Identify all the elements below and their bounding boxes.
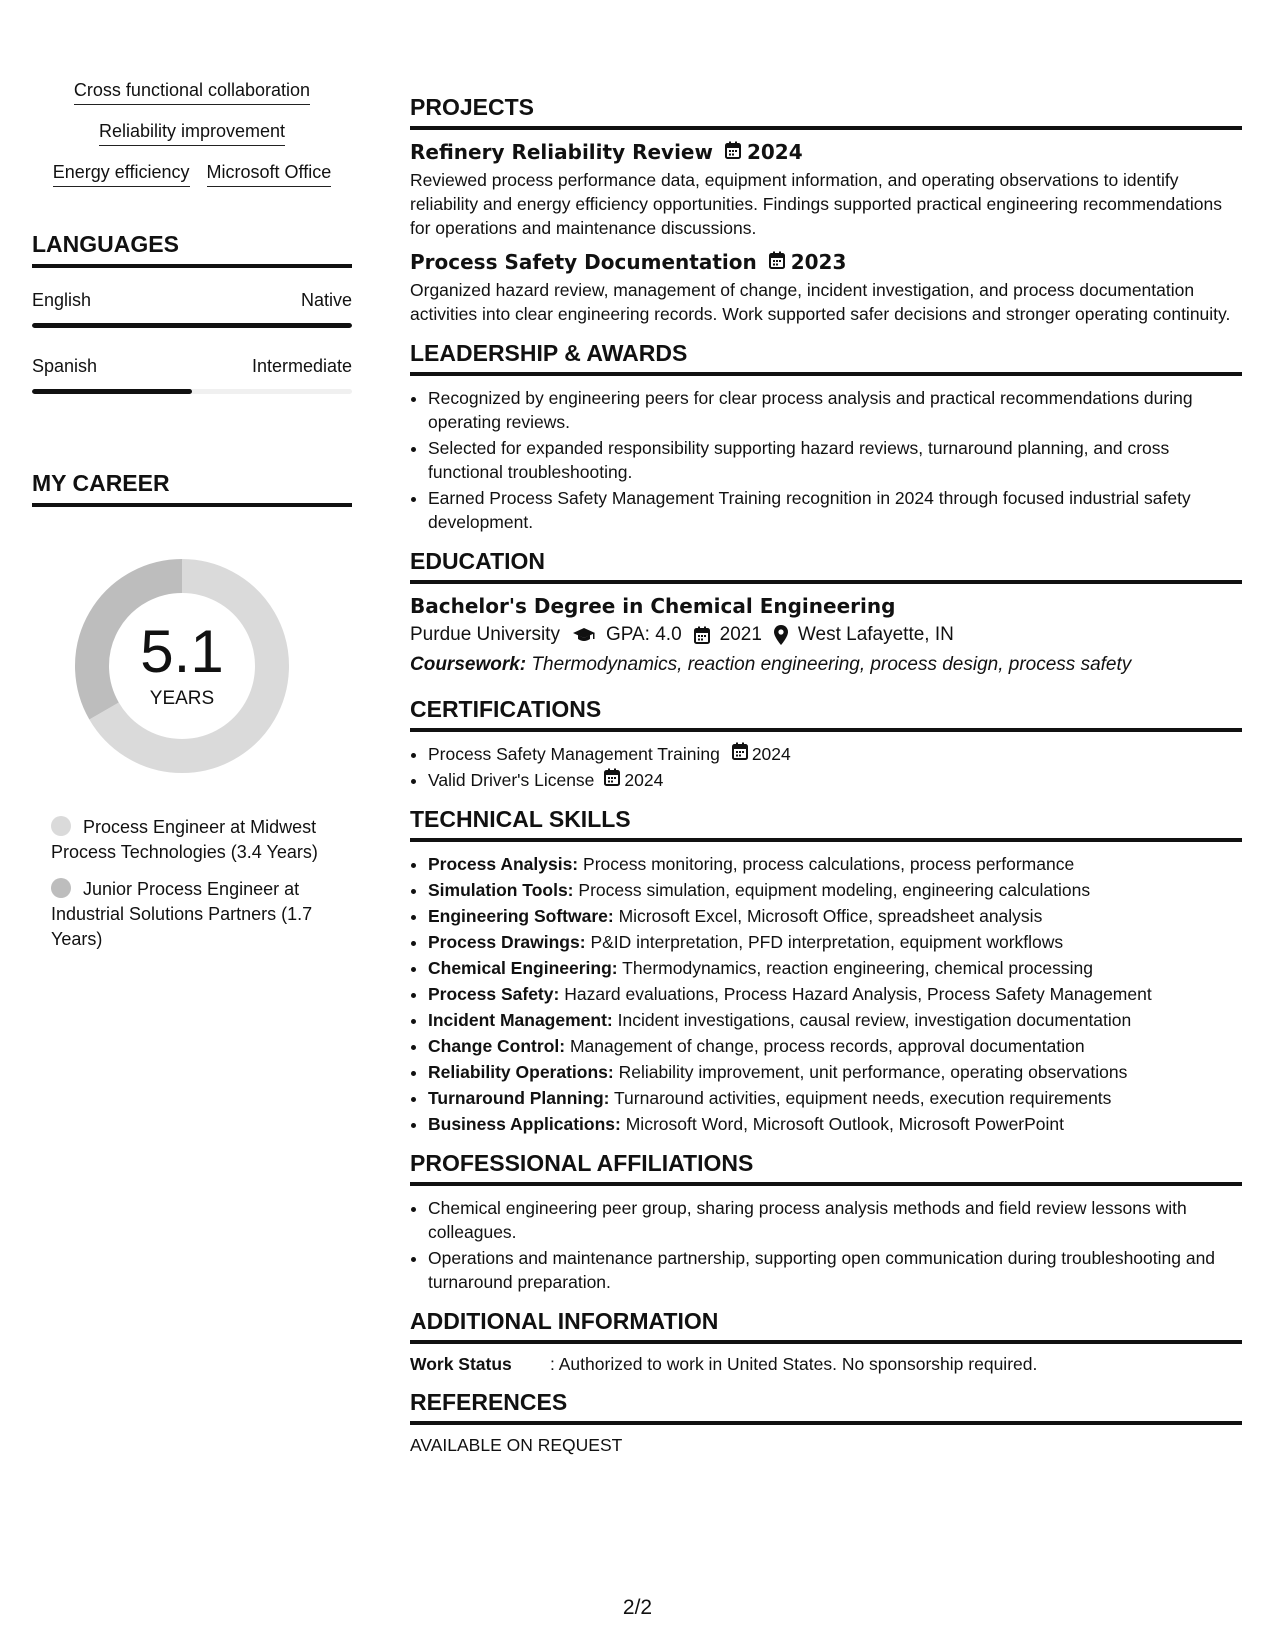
skill-label: Turnaround Planning:: [428, 1088, 610, 1108]
affiliations-section: [410, 1150, 1242, 1294]
page-number: 2/2: [622, 1596, 653, 1619]
coursework-text: Thermodynamics, reaction engineering, process design, process safety: [531, 654, 1132, 675]
certifications-section: [410, 696, 1242, 792]
list-item: [428, 904, 1242, 928]
education-school: Purdue University: [410, 624, 560, 645]
work-status-label: Work Status: [410, 1354, 512, 1374]
technical-skills-section: [410, 806, 1242, 1136]
career-item-text: Process Engineer at Midwest Process Technologies (3.4 Years): [51, 817, 318, 862]
list-item: [428, 852, 1242, 876]
certifications-list: [410, 742, 1242, 792]
list-item: • Selected for expanded responsibility supporting hazard reviews, turnaround planning, and cross functional troubleshooting.: [428, 436, 1242, 484]
list-item: • Chemical engineering peer group, sharing process analysis methods and field review lessons with colleagues.: [428, 1196, 1242, 1244]
language-name: Spanish: [32, 356, 98, 376]
skills-tags: [32, 80, 352, 187]
cert-name: • Process Safety Management Training: [428, 744, 720, 764]
legend-dot: [51, 816, 71, 836]
calendar-icon: [725, 140, 741, 164]
skill-label: Reliability Operations:: [428, 1062, 614, 1082]
right-column: [410, 94, 1242, 1470]
list-item: [428, 1112, 1242, 1136]
career-section: [32, 470, 352, 952]
leadership-list: [410, 386, 1242, 534]
education-year: 2021: [719, 624, 762, 645]
languages-section: [32, 231, 352, 394]
project-year: 2023: [790, 250, 847, 274]
list-item: [428, 742, 1242, 766]
career-donut-chart: [67, 551, 297, 781]
list-item: [428, 1008, 1242, 1032]
skill-tag: Energy efficiency: [53, 162, 190, 187]
skill-value: Microsoft Word, Microsoft Outlook, Microsoft PowerPoint: [625, 1114, 1065, 1134]
list-item: • Earned Process Safety Management Training recognition in 2024 through focused industrial safety development.: [428, 486, 1242, 534]
education-section: [410, 548, 1242, 676]
project-description: Organized hazard review, management of change, incident investigation, and process documentation activities into clear engineering records. Work supported safer decisions and stronger operating continuity.: [410, 280, 1231, 324]
education-location: West Lafayette, IN: [797, 624, 954, 645]
donut-center: [67, 551, 297, 781]
leadership-heading: LEADERSHIP & AWARDS: [410, 340, 1242, 376]
skill-label: Process Drawings:: [428, 932, 586, 952]
additional-info-section: [410, 1308, 1242, 1375]
references-text: AVAILABLE ON REQUEST: [410, 1435, 623, 1455]
project-title: Refinery Reliability Review: [410, 140, 713, 164]
skill-value: P&ID interpretation, PFD interpretation, equipment workflows: [590, 932, 1064, 952]
skill-label: Engineering Software:: [428, 906, 614, 926]
cert-name: • Valid Driver's License: [428, 770, 595, 790]
skill-value: Hazard evaluations, Process Hazard Analysis, Process Safety Management: [564, 984, 1152, 1004]
language-level: Intermediate: [251, 356, 352, 376]
list-item: [428, 1060, 1242, 1084]
list-item: [428, 956, 1242, 980]
list-item: [428, 982, 1242, 1006]
cert-year: 2024: [751, 744, 791, 764]
skill-label: Chemical Engineering:: [428, 958, 618, 978]
work-status-row: [410, 1354, 1242, 1375]
education-meta: [410, 624, 1242, 646]
skill-value: Process simulation, equipment modeling, engineering calculations: [578, 880, 1091, 900]
leadership-section: [410, 340, 1242, 534]
list-item: • Recognized by engineering peers for clear process analysis and practical recommendations during operating reviews.: [428, 386, 1242, 434]
calendar-icon: [769, 250, 785, 274]
list-item: • Operations and maintenance partnership, supporting open communication during troubleshooting and turnaround preparation.: [428, 1246, 1242, 1294]
project-description: Reviewed process performance data, equipment information, and operating observations to identify reliability and energy efficiency opportunities. Findings supported practical engineering recommendations for operations and maintenance discussions.: [410, 170, 1222, 238]
list-item: [428, 930, 1242, 954]
references-section: [410, 1389, 1242, 1456]
project-item: [410, 250, 1242, 326]
affiliations-list: [410, 1196, 1242, 1294]
cert-year: 2024: [624, 770, 664, 790]
calendar-icon: [604, 768, 620, 792]
project-year: 2024: [746, 140, 803, 164]
skill-value: Process monitoring, process calculations, process performance: [583, 854, 1075, 874]
skill-label: Change Control:: [428, 1036, 566, 1056]
career-item: [51, 877, 352, 952]
languages-heading: LANGUAGES: [32, 231, 352, 268]
skill-value: Turnaround activities, equipment needs, execution requirements: [614, 1088, 1112, 1108]
calendar-icon: [732, 742, 748, 766]
education-gpa: GPA: 4.0: [605, 624, 682, 645]
project-title: Process Safety Documentation: [410, 250, 757, 274]
technical-skills-list: [410, 852, 1242, 1136]
language-bar-fill: [32, 389, 192, 394]
skill-row: [32, 121, 352, 146]
skill-label: Process Safety:: [428, 984, 560, 1004]
list-item: [428, 1086, 1242, 1110]
work-status-value: : Authorized to work in United States. No sponsorship required.: [550, 1354, 1038, 1374]
additional-info-heading: ADDITIONAL INFORMATION: [410, 1308, 1242, 1344]
language-item: [32, 356, 352, 394]
skill-tag: Cross functional collaboration: [74, 80, 310, 105]
language-level: Native: [300, 290, 352, 310]
career-item-text: Junior Process Engineer at Industrial Solutions Partners (1.7 Years): [51, 879, 313, 949]
skill-label: Process Analysis:: [428, 854, 579, 874]
language-name: English: [32, 290, 92, 310]
language-item: [32, 290, 352, 328]
education-degree: Bachelor's Degree in Chemical Engineering: [410, 594, 896, 618]
legend-dot: [51, 878, 71, 898]
language-bar: [32, 389, 352, 394]
skill-value: Reliability improvement, unit performance, operating observations: [618, 1062, 1128, 1082]
list-item: [428, 878, 1242, 902]
skill-label: Business Applications:: [428, 1114, 621, 1134]
career-item: [51, 815, 352, 865]
skill-value: Management of change, process records, approval documentation: [569, 1036, 1085, 1056]
education-heading: EDUCATION: [410, 548, 1242, 584]
skill-label: Simulation Tools:: [428, 880, 574, 900]
language-bar-fill: [32, 323, 352, 328]
skill-tag: Reliability improvement: [99, 121, 285, 146]
career-total-value: 5.1: [140, 618, 224, 685]
language-bar: [32, 323, 352, 328]
graduation-cap-icon: [572, 627, 596, 643]
skill-value: Microsoft Excel, Microsoft Office, spreadsheet analysis: [618, 906, 1043, 926]
skill-row: [32, 162, 352, 187]
career-total-unit: YEARS: [149, 688, 215, 709]
skill-value: Incident investigations, causal review, investigation documentation: [617, 1010, 1132, 1030]
calendar-icon: [694, 626, 710, 644]
skill-row: [32, 80, 352, 105]
career-heading: MY CAREER: [32, 470, 352, 507]
list-item: [428, 1034, 1242, 1058]
map-pin-icon: [774, 625, 788, 645]
references-heading: REFERENCES: [410, 1389, 1242, 1425]
affiliations-heading: PROFESSIONAL AFFILIATIONS: [410, 1150, 1242, 1186]
project-item: [410, 140, 1242, 240]
career-list: [32, 815, 352, 952]
projects-section: [410, 94, 1242, 326]
skill-label: Incident Management:: [428, 1010, 613, 1030]
coursework-label: Coursework:: [410, 654, 527, 675]
technical-skills-heading: TECHNICAL SKILLS: [410, 806, 1242, 842]
certifications-heading: CERTIFICATIONS: [410, 696, 1242, 732]
skill-value: Thermodynamics, reaction engineering, chemical processing: [622, 958, 1093, 978]
education-coursework: [410, 654, 1242, 676]
projects-heading: PROJECTS: [410, 94, 1242, 130]
list-item: [428, 768, 1242, 792]
left-column: [32, 80, 352, 964]
skill-tag: Microsoft Office: [207, 162, 332, 187]
